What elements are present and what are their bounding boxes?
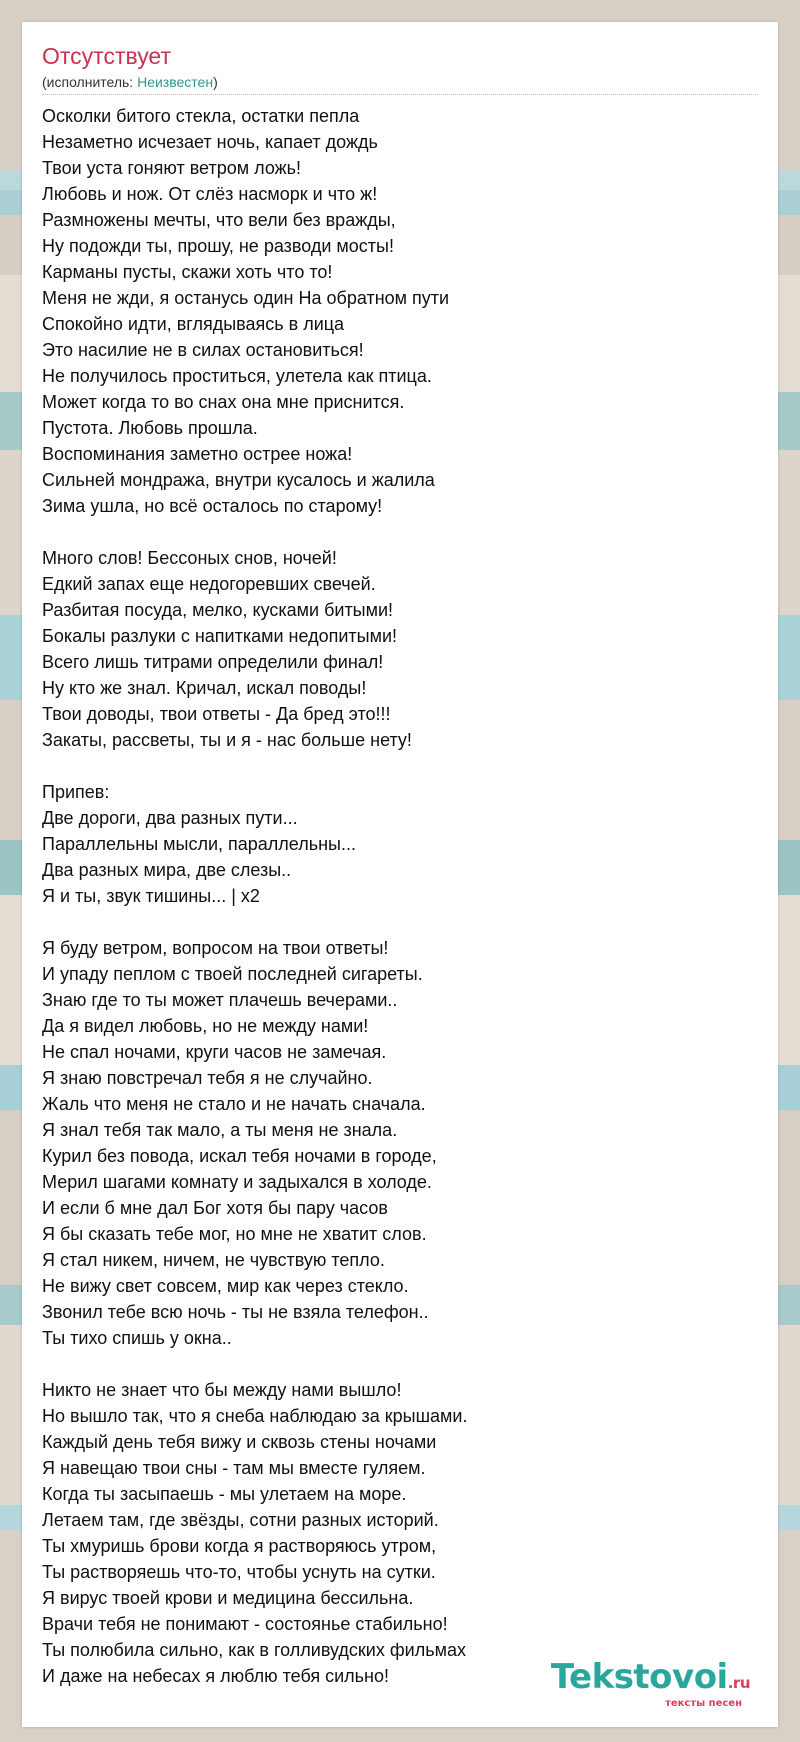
lyric-line: Может когда то во снах она мне приснится.: [42, 392, 405, 412]
lyric-line: Я и ты, звук тишины... | x2: [42, 886, 260, 906]
lyric-line: Ты растворяешь что-то, чтобы уснуть на сутки.: [42, 1562, 436, 1582]
lyric-line: Любовь и нож. От слёз насморк и что ж!: [42, 184, 378, 204]
lyric-line: Не вижу свет совсем, мир как через стекло.: [42, 1276, 409, 1296]
lyrics-card: [22, 22, 778, 1727]
lyric-line: Каждый день тебя вижу и сквозь стены ночами: [42, 1432, 437, 1452]
lyric-line: Бокалы разлуки с напитками недопитыми!: [42, 626, 398, 646]
logo-wordmark: [551, 1659, 750, 1701]
site-logo[interactable]: [551, 1659, 750, 1709]
logo-name: Tekstovoi: [550, 1657, 728, 1697]
lyric-line: Это насилие не в силах остановиться!: [42, 340, 364, 360]
lyric-line: Ну кто же знал. Кричал, искал поводы!: [42, 678, 367, 698]
lyric-line: Два разных мира, две слезы..: [42, 860, 292, 880]
lyric-line: Спокойно идти, вглядываясь в лица: [42, 314, 345, 334]
verse-gap: [42, 753, 762, 779]
lyric-line: Пустота. Любовь прошла.: [42, 418, 258, 438]
verse-gap: [42, 519, 762, 545]
title-separator: [42, 94, 758, 95]
lyric-line: Ты тихо спишь у окна..: [42, 1328, 232, 1348]
lyric-line: Звонил тебе всю ночь - ты не взяла телефон..: [42, 1302, 429, 1322]
verse-gap: [42, 909, 762, 935]
lyric-line: Не спал ночами, круги часов не замечая.: [42, 1042, 387, 1062]
lyric-line: Я знал тебя так мало, а ты меня не знала.: [42, 1120, 398, 1140]
song-title: Отсутствует: [42, 43, 171, 69]
lyric-line: Воспоминания заметно острее ножа!: [42, 444, 353, 464]
lyric-line: Я навещаю твои сны - там мы вместе гуляем.: [42, 1458, 426, 1478]
artist-link[interactable]: Неизвестен: [137, 74, 214, 90]
lyric-line: Мерил шагами комнату и задыхался в холоде.: [42, 1172, 432, 1192]
lyric-line: Ну подожди ты, прошу, не разводи мосты!: [42, 236, 394, 256]
lyric-line: Летаем там, где звёзды, сотни разных историй.: [42, 1510, 439, 1530]
lyric-line: Закаты, рассветы, ты и я - нас больше нету!: [42, 730, 412, 750]
lyric-line: Я вирус твоей крови и медицина бессильна.: [42, 1588, 414, 1608]
lyric-line: Я бы сказать тебе мог, но мне не хватит слов.: [42, 1224, 427, 1244]
lyric-line: Осколки битого стекла, остатки пепла: [42, 106, 360, 126]
lyric-line: Размножены мечты, что вели без вражды,: [42, 210, 396, 230]
logo-subtitle: тексты песен: [665, 1698, 742, 1709]
lyric-line: Я стал никем, ничем, не чувствую тепло.: [42, 1250, 385, 1270]
lyric-line: Когда ты засыпаешь - мы улетаем на море.: [42, 1484, 407, 1504]
artist-suffix: ): [213, 74, 218, 90]
verse-gap: [42, 1351, 762, 1377]
lyric-line: Я буду ветром, вопросом на твои ответы!: [42, 938, 389, 958]
lyric-line: И упаду пеплом с твоей последней сигареты.: [42, 964, 423, 984]
lyrics-body: [42, 103, 762, 1689]
lyric-line: Знаю где то ты может плачешь вечерами..: [42, 990, 398, 1010]
lyric-line: Твои доводы, твои ответы - Да бред это!!!: [42, 704, 391, 724]
lyric-line: Врачи тебя не понимают - состоянье стабильно!: [42, 1614, 448, 1634]
lyric-line: Разбитая посуда, мелко, кусками битыми!: [42, 600, 394, 620]
lyric-line: Едкий запах еще недогоревших свечей.: [42, 574, 376, 594]
lyric-line: И если б мне дал Бог хотя бы пару часов: [42, 1198, 388, 1218]
lyric-line: Всего лишь титрами определили финал!: [42, 652, 384, 672]
lyric-line: Припев:: [42, 782, 110, 802]
lyric-line: Твои уста гоняют ветром ложь!: [42, 158, 302, 178]
lyric-line: Параллельны мысли, параллельны...: [42, 834, 356, 854]
lyric-line: Да я видел любовь, но не между нами!: [42, 1016, 369, 1036]
lyric-line: Две дороги, два разных пути...: [42, 808, 298, 828]
lyric-line: Я знаю повстречал тебя я не случайно.: [42, 1068, 373, 1088]
artist-prefix: (исполнитель:: [42, 74, 138, 90]
lyric-line: Но вышло так, что я снеба наблюдаю за крышами.: [42, 1406, 468, 1426]
lyric-line: И даже на небесах я люблю тебя сильно!: [42, 1666, 389, 1686]
lyric-line: Зима ушла, но всё осталось по старому!: [42, 496, 383, 516]
logo-tld: .ru: [727, 1674, 750, 1692]
lyric-line: Много слов! Бессоных снов, ночей!: [42, 548, 337, 568]
lyric-line: Карманы пусты, скажи хоть что то!: [42, 262, 333, 282]
artist-line: [42, 73, 218, 91]
lyric-line: Не получилось проститься, улетела как птица.: [42, 366, 432, 386]
lyric-line: Сильней мондража, внутри кусалось и жалила: [42, 470, 435, 490]
lyric-line: Никто не знает что бы между нами вышло!: [42, 1380, 402, 1400]
lyric-line: Ты хмуришь брови когда я растворяюсь утром,: [42, 1536, 437, 1556]
lyric-line: Ты полюбила сильно, как в голливудских фильмах: [42, 1640, 466, 1660]
lyric-line: Курил без повода, искал тебя ночами в городе,: [42, 1146, 437, 1166]
lyric-line: Жаль что меня не стало и не начать сначала.: [42, 1094, 426, 1114]
lyric-line: Незаметно исчезает ночь, капает дождь: [42, 132, 378, 152]
lyric-line: Меня не жди, я останусь один На обратном пути: [42, 288, 450, 308]
